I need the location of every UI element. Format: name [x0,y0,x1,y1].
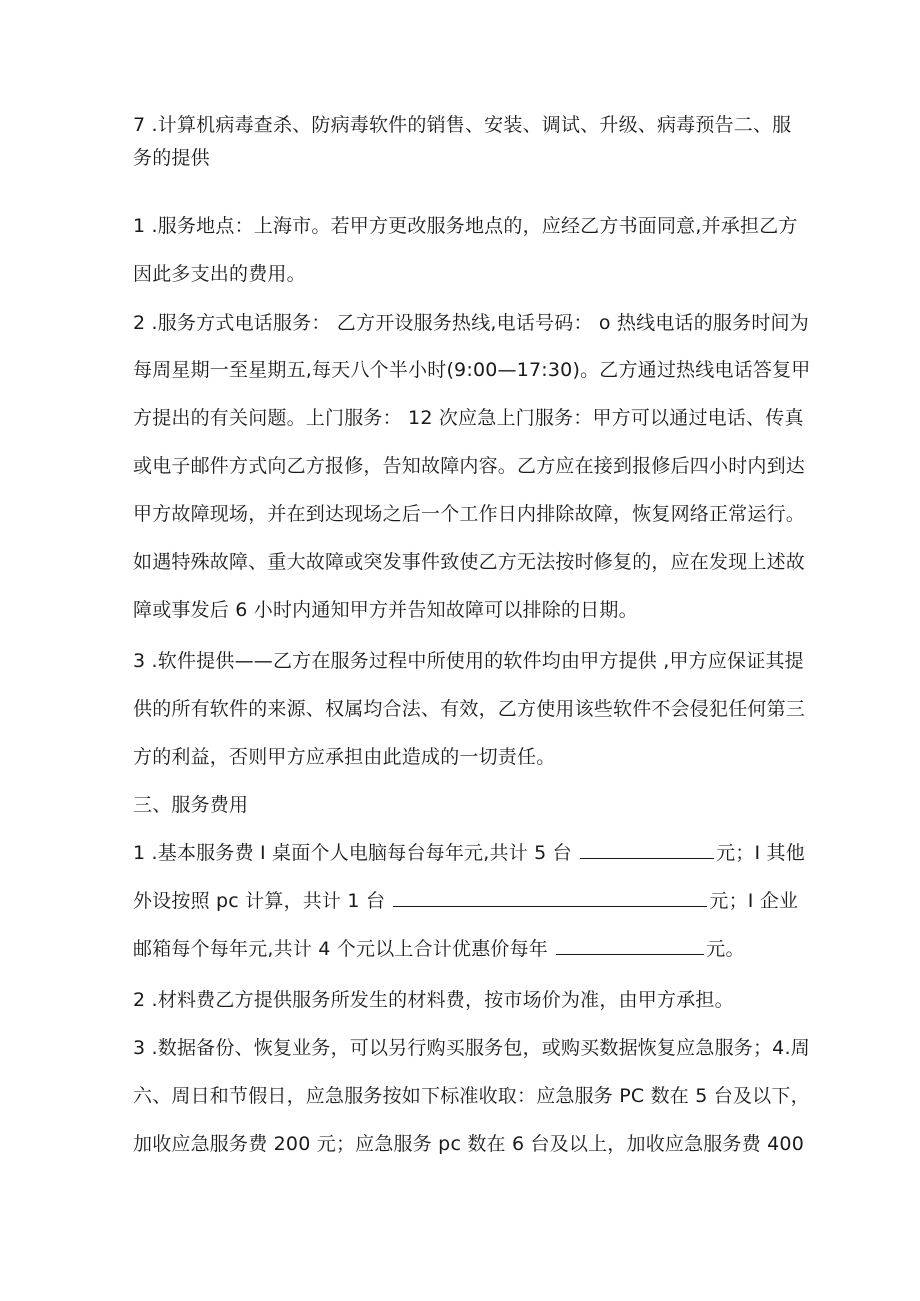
paragraph-line: 1 .服务地点：上海市。若甲方更改服务地点的，应经乙方书面同意,并承担乙方 [133,215,798,237]
fee-text: 外设按照 pc 计算，共计 1 台 [133,890,392,912]
paragraph-line: 2 .材料费乙方提供服务所发生的材料费，按市场价为准，由甲方承担。 [133,989,734,1011]
paragraph-line: 2 .服务方式电话服务： 乙方开设服务热线,电话号码： o 热线电话的服务时间为 [133,312,809,334]
fee-line [133,888,798,914]
paragraph-line: 方提出的有关问题。上门服务： 12 次应急上门服务：甲方可以通过电话、传真 [133,407,804,429]
fee-text: 元。 [706,938,745,960]
paragraph-line: 六、周日和节假日，应急服务按如下标准收取：应急服务 PC 数在 5 台及以下， [133,1085,810,1107]
fee-text: 1 .基本服务费 I 桌面个人电脑每台每年元,共计 5 台 [133,842,579,864]
paragraph-line: 方的利益，否则甲方应承担由此造成的一切责任。 [133,746,556,768]
paragraph-line: 务的提供 [133,147,210,169]
fee-line [133,936,745,962]
paragraph-line: 或电子邮件方式向乙方报修，告知故障内容。乙方应在接到报修后四小时内到达 [133,455,806,477]
paragraph-line: 供的所有软件的来源、权属均合法、有效，乙方使用该些软件不会侵犯任何第三 [133,698,806,720]
fill-in-blank[interactable] [580,840,714,859]
fee-text: 元；I 企业 [709,890,799,912]
paragraph-line: 3 .软件提供——乙方在服务过程中所使用的软件均由甲方提供 ,甲方应保证其提 [133,650,804,672]
paragraph-line: 每周星期一至星期五,每天八个半小时(9:00—17:30)。乙方通过热线电话答复甲 [133,359,811,381]
paragraph-line: 7 .计算机病毒查杀、防病毒软件的销售、安装、调试、升级、病毒预告二、服 [133,114,792,136]
paragraph-line: 障或事发后 6 小时内通知甲方并告知故障可以排除的日期。 [133,599,638,621]
paragraph-line: 加收应急服务费 200 元；应急服务 pc 数在 6 台及以上，加收应急服务费 400 [133,1133,805,1155]
fee-line [133,840,805,866]
fee-text: 邮箱每个每年元,共计 4 个元以上合计优惠价每年 [133,938,555,960]
paragraph-line: 如遇特殊故障、重大故障或突发事件致使乙方无法按时修复的，应在发现上述故 [133,551,806,573]
section-heading: 三、服务费用 [133,794,249,816]
paragraph-line: 甲方故障现场，并在到达现场之后一个工作日内排除故障，恢复网络正常运行。 [133,503,806,525]
fee-text: 元；I 其他 [716,842,805,864]
paragraph-line: 3 .数据备份、恢复业务，可以另行购买服务包，或购买数据恢复应急服务；4.周 [133,1037,810,1059]
fill-in-blank[interactable] [393,888,707,907]
fill-in-blank[interactable] [556,936,704,955]
paragraph-line: 因此多支出的费用。 [133,263,306,285]
